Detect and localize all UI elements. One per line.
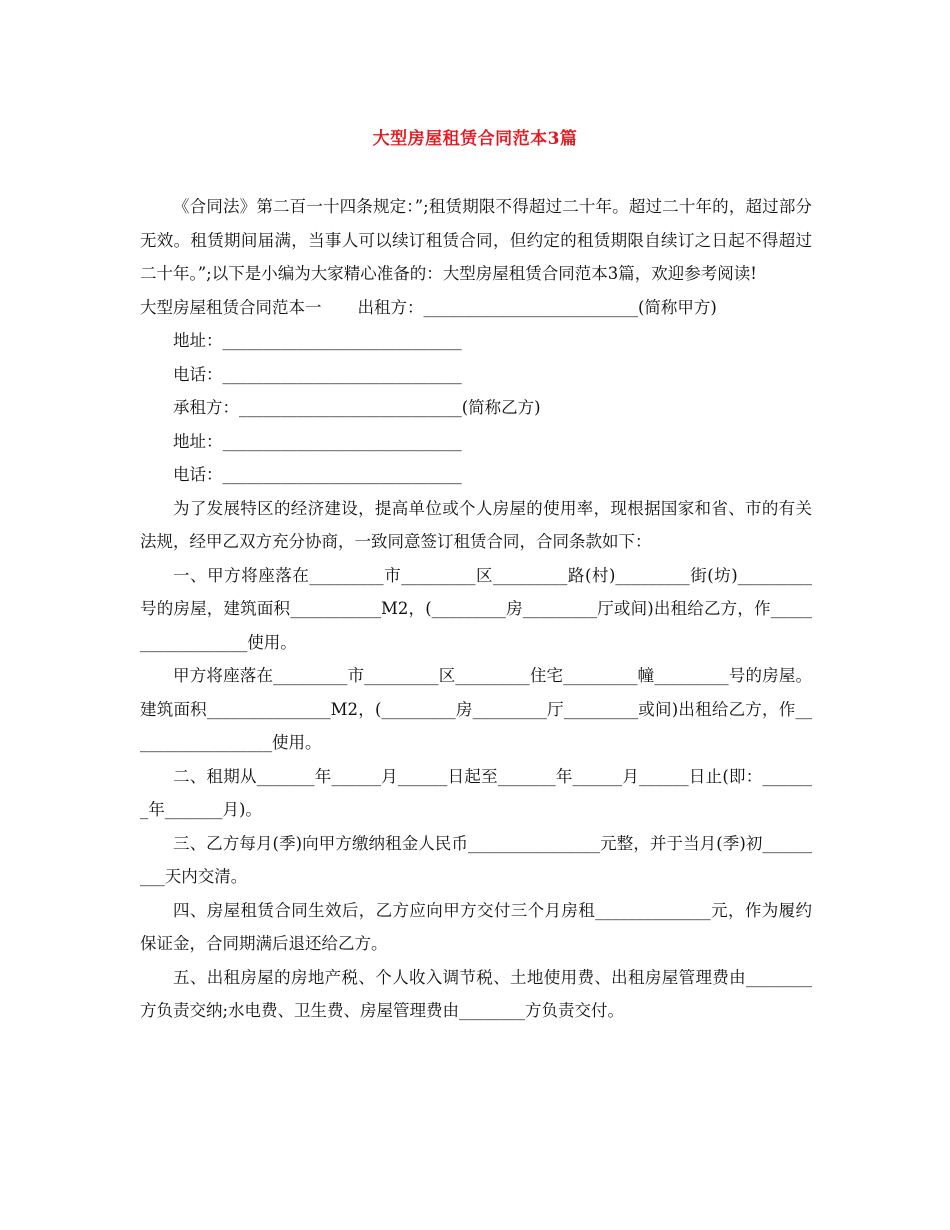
- intro-paragraph: 《合同法》第二百一十四条规定：”;租赁期限不得超过二十年。超过二十年的，超过部分无效。租赁期间届满，当事人可以续订租赁合同，但约定的租赁期限自续订之日起不得超过二十年。”;以下是小编为大家精心准备的：大型房屋租赁合同范本3篇，欢迎参考阅读!: [140, 197, 812, 283]
- clause-3: 三、乙方每月(季)向甲方缴纳租金人民币________________元整，并于当月(季)初_________天内交清。: [140, 833, 812, 886]
- clause-5: 五、出租房屋的房地产税、个人收入调节税、土地使用费、出租房屋管理费由________方负责交纳;水电费、卫生费、房屋管理费由________方负责交付。: [140, 967, 812, 1020]
- lessee-address: 地址：_____________________________: [173, 431, 462, 451]
- sample-heading: 大型房屋租赁合同范本一: [140, 297, 322, 317]
- lessee-line: 承租方：___________________________(简称乙方): [173, 398, 541, 417]
- lessor-line: 出租方：__________________________(简称甲方): [357, 297, 717, 317]
- clause-2: 二、租期从_______年______月______日起至_______年______月______日止(即：_______年_______月)。: [140, 766, 812, 819]
- lessor-address: 地址：_____________________________: [173, 331, 462, 350]
- clause-4: 四、房屋租赁合同生效后，乙方应向甲方交付三个月房租______________元，作为履约保证金，合同期满后退还给乙方。: [140, 900, 812, 953]
- sample-heading-row: [140, 291, 812, 325]
- clause-1: 一、甲方将座落在_________市_________区_________路(村)_________街(坊)_________号的房屋，建筑面积___________M2，(_________房_________厅或间)出租给乙方，作__________________使用。: [140, 565, 812, 652]
- document-title: 大型房屋租赁合同范本3篇: [372, 129, 578, 149]
- lessee-phone: 电话：_____________________________: [173, 465, 462, 484]
- lessor-phone: 电话：_____________________________: [173, 364, 462, 384]
- clause-1b: 甲方将座落在_________市_________区_________住宅_________幢_________号的房屋。建筑面积_______________M2，(_________房_________厅_________或间)出租给乙方，作__________________使用。: [140, 666, 812, 752]
- preamble-paragraph: 为了发展特区的经济建设，提高单位或个人房屋的使用率，现根据国家和省、市的有关法规，经甲乙双方充分协商，一致同意签订租赁合同，合同条款如下：: [140, 498, 812, 551]
- document-body: [140, 190, 812, 1028]
